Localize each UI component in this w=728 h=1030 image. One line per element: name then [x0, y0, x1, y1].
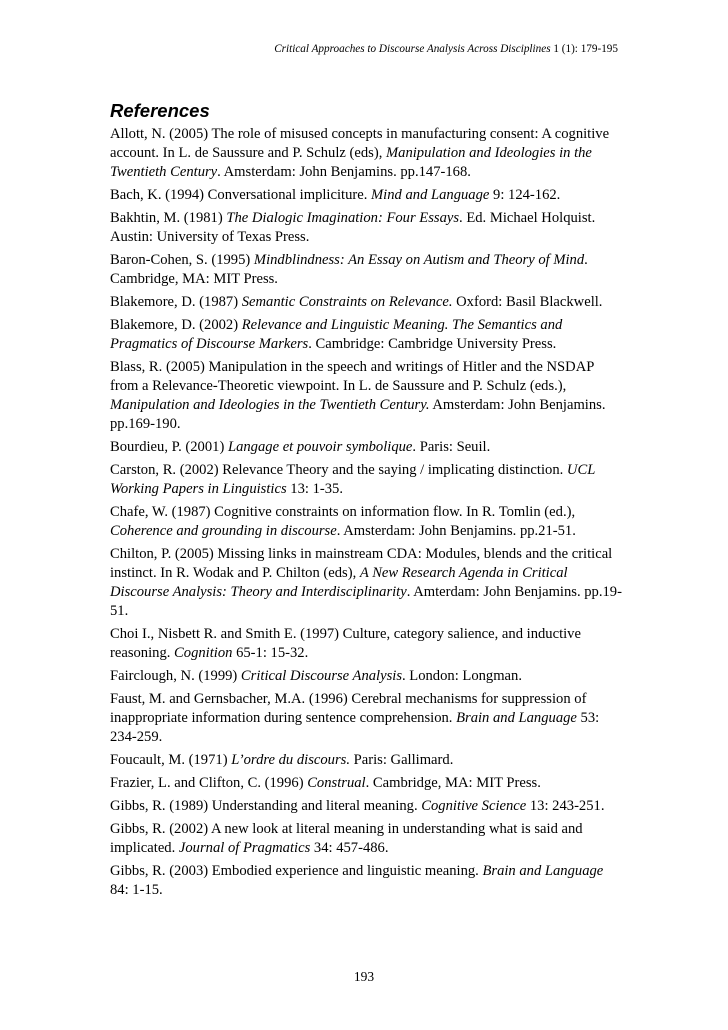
reference-text: . Amterdam: John Benjamins. pp.19-51.	[110, 584, 622, 619]
reference-text: 13: 243-251.	[526, 798, 605, 814]
reference-text: Blakemore, D. (1987)	[110, 294, 242, 310]
reference-text: Foucault, M. (1971)	[110, 752, 232, 768]
reference-text: . London: Longman.	[402, 668, 522, 684]
reference-title-italic: Brain and Language	[482, 863, 604, 879]
reference-text: Chilton, P. (2005) Missing links in mainstream CDA: Modules, blends and the critical instinct. In R. Wodak and P. Chilton (eds),	[110, 546, 613, 581]
reference-text: . Amsterdam: John Benjamins. pp.147-168.	[217, 164, 471, 180]
reference-entry	[110, 797, 622, 816]
reference-text: Choi I., Nisbett R. and Smith E. (1997) Culture, category salience, and inductive reasoning.	[110, 626, 581, 661]
reference-entry	[110, 316, 622, 354]
reference-text: Carston, R. (2002) Relevance Theory and the saying / implicating distinction.	[110, 462, 567, 478]
reference-entry	[110, 820, 622, 858]
reference-title-italic: Mindblindness: An Essay on Autism and Theory of Mind	[253, 252, 585, 268]
reference-entry	[110, 545, 622, 621]
reference-entry	[110, 251, 622, 289]
reference-text: Bach, K. (1994) Conversational impliciture.	[110, 187, 372, 203]
reference-text: Blass, R. (2005) Manipulation in the speech and writings of Hitler and the NSDAP from a Relevance-Theoretic viewpoint. In L. de Saussure and P. Schulz (eds.),	[110, 359, 594, 394]
section-heading: References	[110, 100, 210, 121]
reference-entry	[110, 125, 622, 182]
reference-entry	[110, 461, 622, 499]
reference-entry	[110, 690, 622, 747]
reference-text: . Ed. Michael Holquist. Austin: University of Texas Press.	[110, 210, 596, 245]
reference-text: 84: 1-15.	[110, 882, 163, 898]
reference-title-italic: The Dialogic Imagination: Four Essays	[226, 210, 460, 226]
reference-title-italic: Coherence and grounding in discourse	[110, 523, 337, 539]
reference-text: Gibbs, R. (2002) A new look at literal meaning in understanding what is said and implicated.	[110, 821, 583, 856]
reference-text: . Cambridge: Cambridge University Press.	[308, 336, 557, 352]
reference-text: 9: 124-162.	[489, 187, 561, 203]
reference-title-italic: Critical Discourse Analysis	[240, 668, 402, 684]
reference-title-italic: Langage et pouvoir symbolique	[227, 439, 413, 455]
reference-title-italic: Manipulation and Ideologies in the Twentieth Century.	[110, 397, 430, 413]
reference-title-italic: Construal	[307, 775, 366, 791]
reference-title-italic: Journal of Pragmatics	[178, 840, 311, 856]
reference-text: Gibbs, R. (1989) Understanding and literal meaning.	[110, 798, 422, 814]
reference-title-italic: Semantic Constraints on Relevance.	[241, 294, 453, 310]
reference-text: Frazier, L. and Clifton, C. (1996)	[110, 775, 308, 791]
reference-text: Fairclough, N. (1999)	[110, 668, 241, 684]
reference-entry	[110, 862, 622, 900]
reference-title-italic: Relevance and Linguistic Meaning. The Semantics and Pragmatics of Discourse Markers	[110, 317, 563, 352]
reference-title-italic: Brain and Language	[456, 710, 577, 726]
reference-entry	[110, 293, 622, 312]
reference-text: . Cambridge, MA: MIT Press.	[110, 252, 588, 287]
reference-text: . Paris: Seuil.	[412, 439, 491, 455]
reference-text: Oxford: Basil Blackwell.	[452, 294, 603, 310]
reference-title-italic: Cognition	[174, 645, 233, 661]
reference-entry	[110, 209, 622, 247]
reference-text: Paris: Gallimard.	[349, 752, 454, 768]
reference-text: . Cambridge, MA: MIT Press.	[365, 775, 541, 791]
reference-text: Blakemore, D. (2002)	[110, 317, 242, 333]
reference-list	[110, 125, 622, 904]
reference-text: Baron-Cohen, S. (1995)	[110, 252, 254, 268]
reference-text: 53: 234-259.	[110, 710, 600, 745]
reference-text: Bakhtin, M. (1981)	[110, 210, 227, 226]
reference-title-italic: A New Research Agenda in Critical Discourse Analysis: Theory and Interdisciplinarity	[110, 565, 568, 600]
reference-text: . Amsterdam: John Benjamins. pp.21-51.	[336, 523, 576, 539]
reference-text: 65-1: 15-32.	[232, 645, 309, 661]
reference-text: Bourdieu, P. (2001)	[110, 439, 228, 455]
reference-text: Chafe, W. (1987) Cognitive constraints on information flow. In R. Tomlin (ed.),	[110, 504, 576, 520]
reference-entry	[110, 774, 622, 793]
reference-text: Allott, N. (2005) The role of misused concepts in manufacturing consent: A cognitive account. In L. de Saussure and P. Schulz (eds),	[110, 126, 610, 161]
reference-entry	[110, 503, 622, 541]
reference-entry	[110, 358, 622, 434]
journal-issue: 1 (1): 179-195	[553, 43, 618, 55]
reference-entry	[110, 751, 622, 770]
reference-entry	[110, 625, 622, 663]
running-header	[0, 42, 618, 56]
reference-text: Gibbs, R. (2003) Embodied experience and linguistic meaning.	[110, 863, 483, 879]
reference-text: Amsterdam: John Benjamins. pp.169-190.	[110, 397, 606, 432]
reference-title-italic: Manipulation and Ideologies in the Twentieth Century	[110, 145, 592, 180]
reference-title-italic: Mind and Language	[371, 187, 490, 203]
reference-title-italic: UCL Working Papers in Linguistics	[110, 462, 596, 497]
page-number: 193	[353, 969, 375, 984]
reference-entry	[110, 438, 622, 457]
reference-title-italic: Cognitive Science	[421, 798, 527, 814]
journal-title: Critical Approaches to Discourse Analysis Across Disciplines	[274, 43, 551, 55]
reference-entry	[110, 667, 622, 686]
reference-text: 34: 457-486.	[310, 840, 389, 856]
reference-text: Faust, M. and Gernsbacher, M.A. (1996) Cerebral mechanisms for suppression of inappropriate information during sentence comprehension.	[110, 691, 587, 726]
reference-text: 13: 1-35.	[286, 481, 343, 497]
reference-entry	[110, 186, 622, 205]
reference-title-italic: L’ordre du discours.	[231, 752, 350, 768]
